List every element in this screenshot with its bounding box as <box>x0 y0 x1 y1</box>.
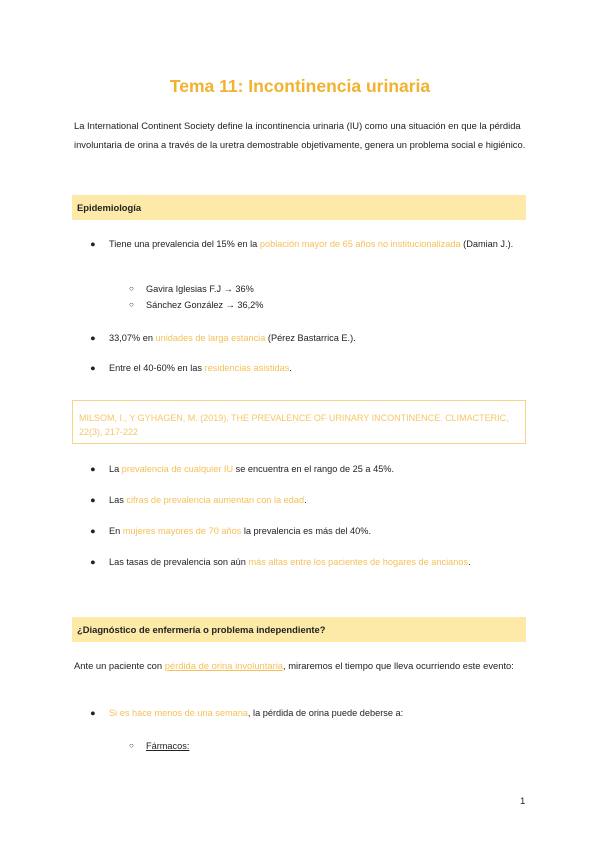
sub-bullet-icon: ○ <box>129 284 134 293</box>
list-item-text: . <box>304 495 307 505</box>
diagnostico-paragraph <box>74 656 526 675</box>
list-item-text: 33,07% en <box>109 333 156 343</box>
page-number: 1 <box>520 796 526 807</box>
highlight-text: más altas entre los pacientes de hogares de ancianos <box>248 557 469 567</box>
sub-list-item-text: Gavira Iglesias F.J → 36% <box>146 284 254 294</box>
paragraph-text: Ante un paciente con <box>74 660 165 671</box>
highlight-text: pérdida de orina involuntaria <box>164 660 284 671</box>
list-item-text: La <box>109 464 122 474</box>
list-item-text: (Pérez Bastarrica E.). <box>265 333 356 343</box>
list-item-text: En <box>109 526 123 536</box>
list-item-text: , la pérdida de orina puede deberse a: <box>247 708 404 718</box>
highlight-text: mujeres mayores de 70 años <box>122 526 242 536</box>
highlight-text: cifras de prevalencia aumentan con la edad <box>126 495 305 505</box>
highlight-text: Si es hace menos de una semana <box>109 708 248 718</box>
bullet-icon: ● <box>90 333 96 343</box>
bullet-icon: ● <box>90 239 96 249</box>
intro-paragraph: La International Continent Society define la incontinencia urinaria (IU) como una situación en que la pérdida involuntaria de orina a través de la uretra demostrable objetivamente, genera un problema social e higiénico. <box>74 120 526 150</box>
list-item-text: (Damian J.). <box>460 239 514 249</box>
highlight-text: residencias asistidas <box>204 363 290 373</box>
sub-bullet-icon: ○ <box>129 741 134 750</box>
list-item-text: la prevalencia es más del 40%. <box>241 526 371 536</box>
list-item-text: Tiene una prevalencia del 15% en la <box>109 239 260 249</box>
reference-citation: MILSOM, I., Y GYHAGEN, M. (2019). THE PREVALENCE OF URINARY INCONTINENCE. CLIMACTERIC, 22(3), 217-222 <box>79 413 509 437</box>
list-item-text: . <box>289 363 292 373</box>
bullet-icon: ● <box>90 464 96 474</box>
list-item-text: Las tasas de prevalencia son aún <box>109 557 249 567</box>
list-item-text: Las <box>109 495 127 505</box>
highlight-text: población mayor de 65 años no institucionalizada <box>259 239 461 249</box>
sub-list-item-text: Sánchez González → 36,2% <box>146 300 264 310</box>
bullet-icon: ● <box>90 495 96 505</box>
bullet-icon: ● <box>90 708 96 718</box>
list-item-text: . <box>468 557 471 567</box>
highlight-text: unidades de larga estancia <box>155 333 266 343</box>
list-item-text: Entre el 40-60% en las <box>109 363 205 373</box>
paragraph-text: , miraremos el tiempo que lleva ocurriendo este evento: <box>283 660 514 671</box>
reference-box <box>72 400 526 444</box>
sub-list-item-text: Fármacos: <box>146 741 190 751</box>
section-heading-diagnostico: ¿Diagnóstico de enfermería o problema independiente? <box>72 617 526 642</box>
bullet-icon: ● <box>90 363 96 373</box>
sub-bullet-icon: ○ <box>129 300 134 309</box>
section-heading-epidemiologia: Epidemiología <box>72 195 526 220</box>
page-title: Tema 11: Incontinencia urinaria <box>169 76 431 96</box>
list-item-text: se encuentra en el rango de 25 a 45%. <box>233 464 395 474</box>
bullet-icon: ● <box>90 526 96 536</box>
highlight-text: prevalencia de cualquier IU <box>121 464 234 474</box>
bullet-icon: ● <box>90 557 96 567</box>
